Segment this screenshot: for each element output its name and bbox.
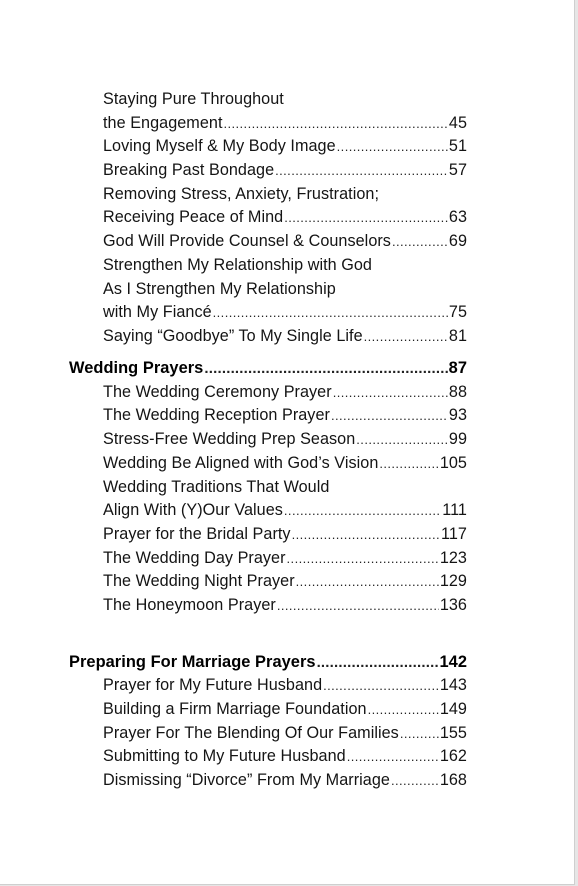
dot-leader — [287, 547, 439, 571]
toc-page-number: 63 — [448, 208, 467, 227]
dot-leader — [331, 404, 448, 428]
toc-entry-title: Breaking Past Bondage — [103, 161, 275, 180]
section-title: Wedding Prayers — [69, 359, 204, 378]
toc-page-number: 117 — [441, 524, 467, 543]
dot-leader — [347, 745, 439, 769]
dot-leader — [392, 230, 448, 254]
toc-page-number: 93 — [448, 406, 467, 425]
dot-leader — [224, 112, 448, 136]
toc-entry — [69, 722, 467, 746]
toc-entry-title: Saying “Goodbye” To My Single Life — [103, 326, 363, 345]
toc-entry — [69, 594, 467, 618]
toc-entry-title: Stress-Free Wedding Prep Season — [103, 430, 356, 449]
toc-page-number: 75 — [448, 303, 467, 322]
toc-entry — [69, 452, 467, 476]
toc-entry — [69, 206, 467, 230]
dot-leader — [284, 499, 441, 523]
toc-page-number: 81 — [448, 326, 467, 345]
toc-entry-title: The Wedding Reception Prayer — [103, 406, 330, 425]
toc-entry — [69, 745, 467, 769]
toc-entry — [69, 523, 467, 547]
dot-leader — [275, 159, 448, 183]
toc-line — [69, 88, 467, 112]
dot-leader — [400, 722, 439, 746]
toc-entry — [69, 570, 467, 594]
toc-entry — [69, 301, 467, 325]
toc-line — [69, 278, 467, 302]
toc-entry — [69, 547, 467, 571]
dot-leader — [333, 381, 448, 405]
toc-entry-title: Building a Firm Marriage Foundation — [103, 700, 367, 718]
dot-leader — [368, 698, 439, 722]
toc-line — [69, 183, 467, 207]
toc-line — [69, 254, 467, 278]
dot-leader — [292, 523, 440, 547]
toc-page-number: 143 — [439, 676, 467, 695]
dot-leader — [379, 452, 438, 476]
toc-entry-title: Receiving Peace of Mind — [103, 208, 284, 227]
toc-entry-title: God Will Provide Counsel & Counselors — [103, 232, 391, 251]
toc-page-number: 149 — [439, 700, 467, 718]
table-of-contents — [69, 88, 467, 793]
toc-entry — [69, 230, 467, 254]
toc-entry — [69, 325, 467, 349]
toc-entry-title: The Honeymoon Prayer — [103, 595, 276, 614]
toc-page-number: 155 — [439, 723, 467, 742]
dot-leader — [277, 594, 439, 618]
section-heading-marriage — [69, 651, 467, 675]
toc-entry — [69, 404, 467, 428]
toc-entry-title: The Wedding Day Prayer — [103, 548, 286, 567]
toc-page-number: 123 — [439, 548, 467, 567]
toc-entry — [69, 112, 467, 136]
toc-entry-title: Prayer for My Future Husband — [103, 676, 323, 695]
toc-entry-title: Align With (Y)Our Values — [103, 501, 283, 520]
toc-entry — [69, 381, 467, 405]
toc-entry-title: the Engagement — [103, 113, 223, 132]
toc-entry — [69, 499, 467, 523]
toc-page-number: 69 — [448, 232, 467, 251]
dot-leader — [364, 325, 448, 349]
section-page-number: 87 — [448, 359, 467, 378]
toc-entry-title: Wedding Traditions That Would — [103, 477, 330, 496]
toc-entry-title: Prayer for the Bridal Party — [103, 524, 291, 543]
toc-page-number: 111 — [442, 501, 467, 520]
dot-leader — [204, 357, 447, 381]
toc-entry-title: The Wedding Night Prayer — [103, 572, 295, 591]
toc-entry-title: Submitting to My Future Husband — [103, 747, 346, 766]
toc-line — [69, 476, 467, 500]
toc-page-number: 168 — [439, 771, 467, 790]
toc-entry-title: As I Strengthen My Relationship — [103, 279, 336, 298]
toc-entry-title: Prayer For The Blending Of Our Families — [103, 723, 399, 742]
toc-page-number: 45 — [448, 113, 467, 132]
section-heading-wedding — [69, 357, 467, 381]
toc-entry — [69, 159, 467, 183]
toc-entry-title: Wedding Be Aligned with God’s Vision — [103, 453, 379, 472]
toc-entry — [69, 769, 467, 793]
dot-leader — [323, 674, 439, 698]
dot-leader — [356, 428, 448, 452]
toc-entry-title: Staying Pure Throughout — [103, 90, 284, 108]
toc-entry — [69, 428, 467, 452]
toc-entry — [69, 135, 467, 159]
toc-entry-title: Dismissing “Divorce” From My Marriage — [103, 771, 390, 790]
toc-page-number: 88 — [448, 382, 467, 401]
dot-leader — [213, 301, 448, 325]
section-page-number: 142 — [439, 652, 467, 671]
toc-page-number: 136 — [439, 595, 467, 614]
dot-leader — [391, 769, 439, 793]
toc-page-number: 51 — [448, 137, 467, 156]
dot-leader — [296, 570, 439, 594]
toc-entry-title: Strengthen My Relationship with God — [103, 255, 372, 274]
toc-page-number: 99 — [448, 430, 467, 449]
dot-leader — [317, 651, 439, 675]
section-title: Preparing For Marriage Prayers — [69, 652, 316, 671]
dot-leader — [337, 135, 448, 159]
toc-entry — [69, 674, 467, 698]
toc-page-number: 129 — [439, 572, 467, 591]
toc-entry-title: with My Fiancé — [103, 303, 212, 322]
toc-entry-title: The Wedding Ceremony Prayer — [103, 382, 332, 401]
toc-entry-title: Loving Myself & My Body Image — [103, 137, 336, 156]
toc-page-number: 57 — [448, 161, 467, 180]
toc-page-number: 105 — [439, 453, 467, 472]
dot-leader — [284, 206, 448, 230]
toc-page-number: 162 — [439, 747, 467, 766]
toc-entry — [69, 698, 467, 722]
toc-entry-title: Removing Stress, Anxiety, Frustration; — [103, 184, 379, 203]
